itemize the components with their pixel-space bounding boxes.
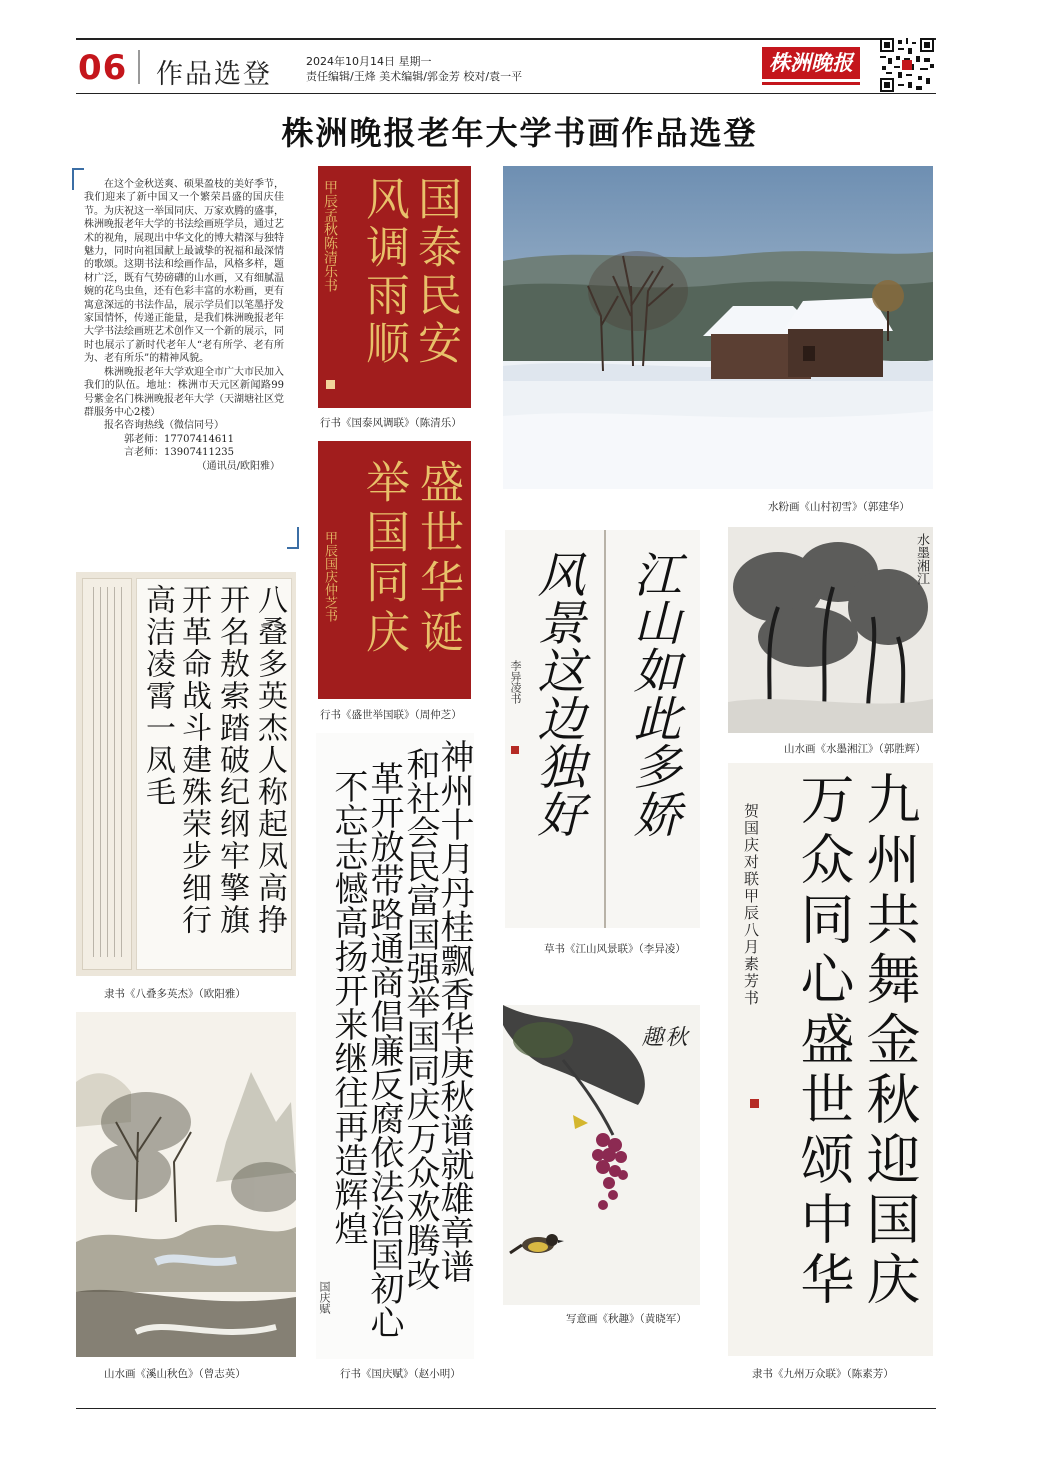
- artwork-caption: 隶书《九州万众联》（陈素芳）: [752, 1368, 894, 1380]
- artwork-caption: 山水画《溪山秋色》（曾志英）: [104, 1368, 246, 1380]
- calligraphy-column: 革开放带路通商倡廉反腐依法治国初心: [364, 761, 404, 1339]
- footer-rule: [76, 1408, 936, 1409]
- scroll-divider: [604, 530, 606, 928]
- artwork-caption: 水粉画《山村初雪》（郭建华）: [768, 501, 910, 513]
- artwork-bagong-calligraphy[interactable]: [76, 572, 296, 976]
- couplet-right-line: 江山如此多娇: [625, 550, 681, 838]
- qr-code-icon[interactable]: [880, 38, 934, 92]
- contact-label: 报名咨询热线（微信同号）: [104, 420, 224, 432]
- intro-bracket-top: [72, 168, 84, 190]
- artwork-shuimo-painting[interactable]: [728, 527, 933, 733]
- inscription: 水墨湘江: [914, 533, 929, 585]
- header-divider: [138, 50, 140, 84]
- ink-landscape-image: [728, 527, 933, 733]
- inscription: 国庆赋: [318, 1281, 331, 1314]
- artwork-caption: 写意画《秋趣》（黄晓军）: [566, 1313, 687, 1325]
- couplet-left-line: 万众同心盛世颂中华: [792, 771, 855, 1311]
- artwork-snow-village-painting[interactable]: [503, 166, 933, 489]
- autumn-landscape-image: [76, 1012, 296, 1357]
- logo-underline: [762, 82, 860, 85]
- artwork-shengshi-couplet[interactable]: [318, 441, 471, 699]
- artwork-qiuqu-painting[interactable]: [503, 1005, 700, 1305]
- couplet-right-line: 国泰民安: [410, 176, 461, 368]
- inscription: 贺国庆对联甲辰八月素芳书: [742, 803, 760, 1007]
- snow-village-image: [503, 166, 933, 489]
- calligraphy-column: 不忘志憾高扬开来继往再造辉煌: [328, 769, 368, 1245]
- artwork-guotai-couplet[interactable]: [318, 166, 471, 408]
- couplet-right-line: 九州共舞金秋迎国庆: [858, 771, 921, 1311]
- contact-line: 郭老师：17707414611: [124, 433, 234, 445]
- inscription: 李异凌书: [509, 660, 522, 704]
- artwork-caption: 草书《江山风景联》（李异凌）: [544, 943, 686, 955]
- header-top-rule: [76, 38, 936, 40]
- page-number: 06: [78, 48, 128, 88]
- intro-paragraph: 株洲晚报老年大学欢迎全市广大市民加入我们的队伍。地址：株洲市天元区新闻路99号紫金名门株洲晚报老年大学（天湖塘社区党群服务中心2楼）: [84, 366, 284, 418]
- editors-line: 责任编辑/王烽 美术编辑/郭金芳 校对/袁一平: [306, 70, 523, 83]
- header-bottom-rule: [76, 93, 936, 94]
- artwork-caption: 行书《国泰风调联》（陈清乐）: [320, 417, 462, 429]
- intro-text: [84, 178, 284, 473]
- artwork-jiuzhou-couplet[interactable]: [728, 763, 933, 1356]
- couplet-left-line: 举国同庆: [358, 459, 409, 659]
- calligraphy-column: 八叠多英杰人称起凤高挣: [252, 584, 287, 936]
- newspaper-logo: 株洲晚报: [762, 47, 860, 79]
- intro-paragraph: 在这个金秋送爽、硕果盈枝的美好季节，我们迎来了新中国又一个繁荣昌盛的国庆佳节。为庆祝这一举国同庆、万家欢腾的盛事，株洲晚报老年大学的书法绘画班学员，通过艺术的视角，展现出中华文化的博大精深与独特魅力，同时向祖国献上最诚挚的祝福和最深情的歌颂。这期书法和绘画作品，风格多样，题材广泛，既有气势磅礴的山水画，又有细腻温婉的花鸟虫鱼，还有色彩丰富的水粉画，更有寓意深远的书法作品，展示学员们以笔墨抒发家国情怀，传递正能量，是我们株洲晚报老年大学书法绘画班艺术创作又一个新的展示，同时也展示了新时代老年人“老有所学、老有所为、老有所乐”的精神风貌。: [84, 179, 284, 365]
- byline: （通讯员/欧阳雅）: [196, 460, 280, 472]
- headline: 株洲晚报老年大学书画作品选登: [281, 114, 758, 152]
- couplet-right-line: 盛世华诞: [412, 459, 463, 659]
- artwork-guoqing-calligraphy[interactable]: [316, 733, 474, 1359]
- calligraphy-column: 开名敖索踏破纪纲牢擎旗: [214, 584, 249, 936]
- artwork-caption: 行书《盛世举国联》（周仲芝）: [320, 709, 462, 721]
- artwork-xishan-painting[interactable]: [76, 1012, 296, 1357]
- section-title: 作品选登: [156, 59, 272, 90]
- artwork-caption: 行书《国庆赋》（赵小明）: [340, 1368, 461, 1380]
- small-script-panel: [82, 578, 132, 970]
- seal-stamp: [750, 1099, 759, 1108]
- calligraphy-column: 开革命战斗建殊荣步细行: [176, 584, 211, 936]
- seal-stamp: [511, 746, 519, 754]
- seal-stamp: [326, 380, 335, 389]
- calligraphy-column: 和社会民富国强举国同庆万众欢腾改: [400, 747, 440, 1291]
- couplet-left-line: 风景这边独好: [529, 550, 585, 838]
- date-line: 2024年10月14日 星期一: [306, 55, 432, 68]
- couplet-left-line: 风调雨顺: [358, 176, 409, 368]
- intro-bracket-bottom: [287, 527, 299, 549]
- calligraphy-column: 高洁凌霄一凤毛: [140, 584, 175, 808]
- artwork-caption: 隶书《八叠多英杰》（欧阳雅）: [104, 988, 246, 1000]
- artwork-caption: 山水画《水墨湘江》（郭胜辉）: [784, 743, 926, 755]
- inscription: 甲辰国庆仲芝书: [322, 531, 337, 622]
- contact-line: 言老师：13907411235: [124, 447, 234, 459]
- painting-title-text: 秋趣: [638, 1025, 687, 1047]
- calligraphy-column: 神州十月丹桂飘香华庚秋谱就雄章谱: [434, 739, 474, 1283]
- artwork-jiangshan-couplet[interactable]: [505, 530, 700, 928]
- inscription: 甲辰孟秋陈清乐书: [322, 180, 338, 292]
